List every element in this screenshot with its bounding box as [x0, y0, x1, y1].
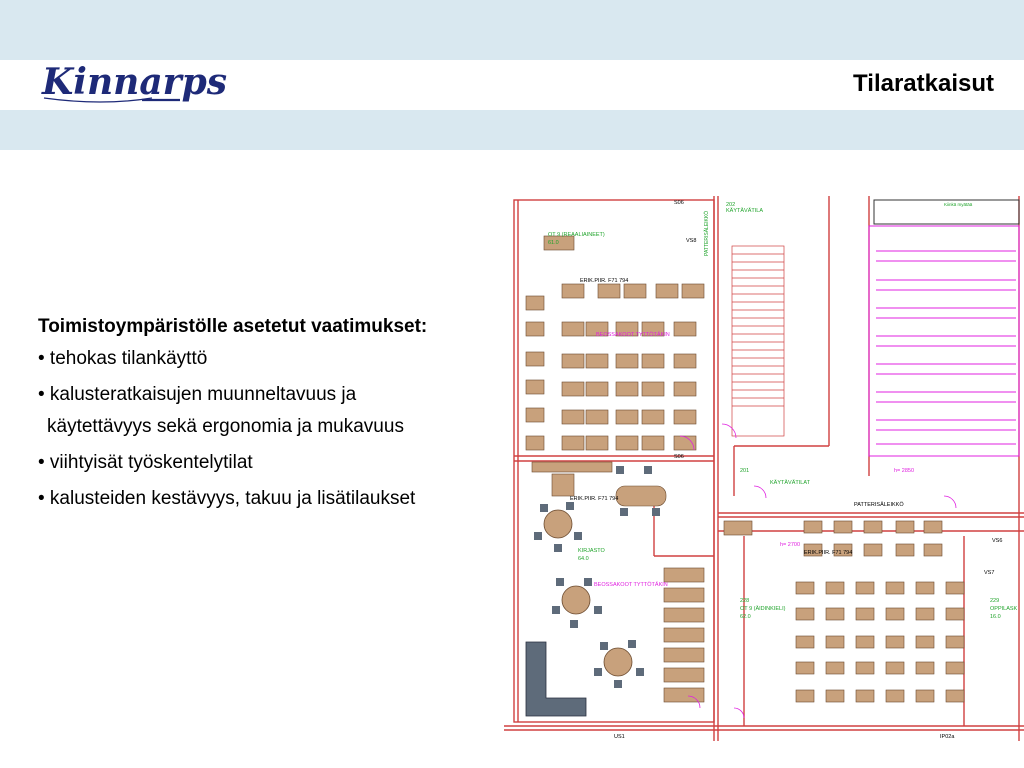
page-title: Tilaratkaisut	[853, 70, 994, 97]
fp-label: ERIK.PIIR. F71 794	[804, 550, 853, 556]
fp-label: VS6	[992, 538, 1003, 544]
floor-plan	[504, 196, 1024, 741]
fp-label: 62.0	[740, 614, 751, 620]
fp-label: S06	[674, 200, 684, 206]
requirements-list	[38, 316, 508, 524]
fp-label: 202	[726, 202, 736, 208]
fp-label: S06	[674, 454, 684, 460]
fp-label: PATTERISÄLEIKKÖ	[704, 210, 710, 256]
fp-label: US1	[614, 734, 625, 740]
header-bottom-band	[0, 110, 1024, 150]
kinnarps-logo	[42, 56, 228, 112]
requirements-heading: Toimistoympäristölle asetetut vaatimukset:	[38, 316, 428, 337]
fp-label: BEOSSAKOOT TYTTÖTÄKIN	[596, 332, 670, 338]
fp-label: IP02a	[940, 734, 955, 740]
fp-label: ERIK.PIIR. F71 794	[570, 496, 619, 502]
fp-label: 228	[740, 598, 750, 604]
fp-label: OT 9 (ÄIDINKIELI)	[740, 606, 786, 612]
bullet-item: • tehokas tilankäyttö	[38, 348, 208, 369]
fp-label: h= 2850	[894, 468, 915, 474]
fp-label: VS7	[984, 570, 995, 576]
fp-label: Kiinkä myätää	[944, 202, 973, 207]
fp-label: h= 2700	[780, 542, 801, 548]
fp-label: 64.0	[578, 556, 589, 562]
fp-label: 61.0	[548, 240, 559, 246]
fp-label: BEOSSAKOOT TYTTÖTÄKIN	[594, 582, 668, 588]
fp-label: VS8	[686, 238, 697, 244]
fp-label: PATTERISÄLEIKKÖ	[854, 502, 904, 508]
bullet-item: • viihtyisät työskentelytilat	[38, 452, 253, 473]
header-top-band	[0, 0, 1024, 60]
fp-label: OT 9 (REAALIAINEET)	[548, 232, 605, 238]
logo-text: Kinnarps	[42, 61, 228, 103]
bullet-item: • kalusteiden kestävyys, takuu ja lisätilaukset	[38, 488, 416, 509]
fp-label: KÄYTÄVÄTILAT	[770, 480, 810, 486]
bullet-item: • kalusteratkaisujen muunneltavuus ja	[38, 384, 357, 405]
fp-label: KIRJASTO	[578, 548, 605, 554]
fp-label: 229	[990, 598, 1000, 604]
fp-label: ERIK.PIIR. F71 794	[580, 278, 629, 284]
bullet-item-continuation: käytettävyys sekä ergonomia ja mukavuus	[47, 416, 404, 437]
fp-label: OPPILASK	[990, 606, 1018, 612]
fp-label: 16.0	[990, 614, 1001, 620]
fp-label: 201	[740, 468, 750, 474]
fp-label: KÄYTÄVÄTILA	[726, 208, 763, 214]
